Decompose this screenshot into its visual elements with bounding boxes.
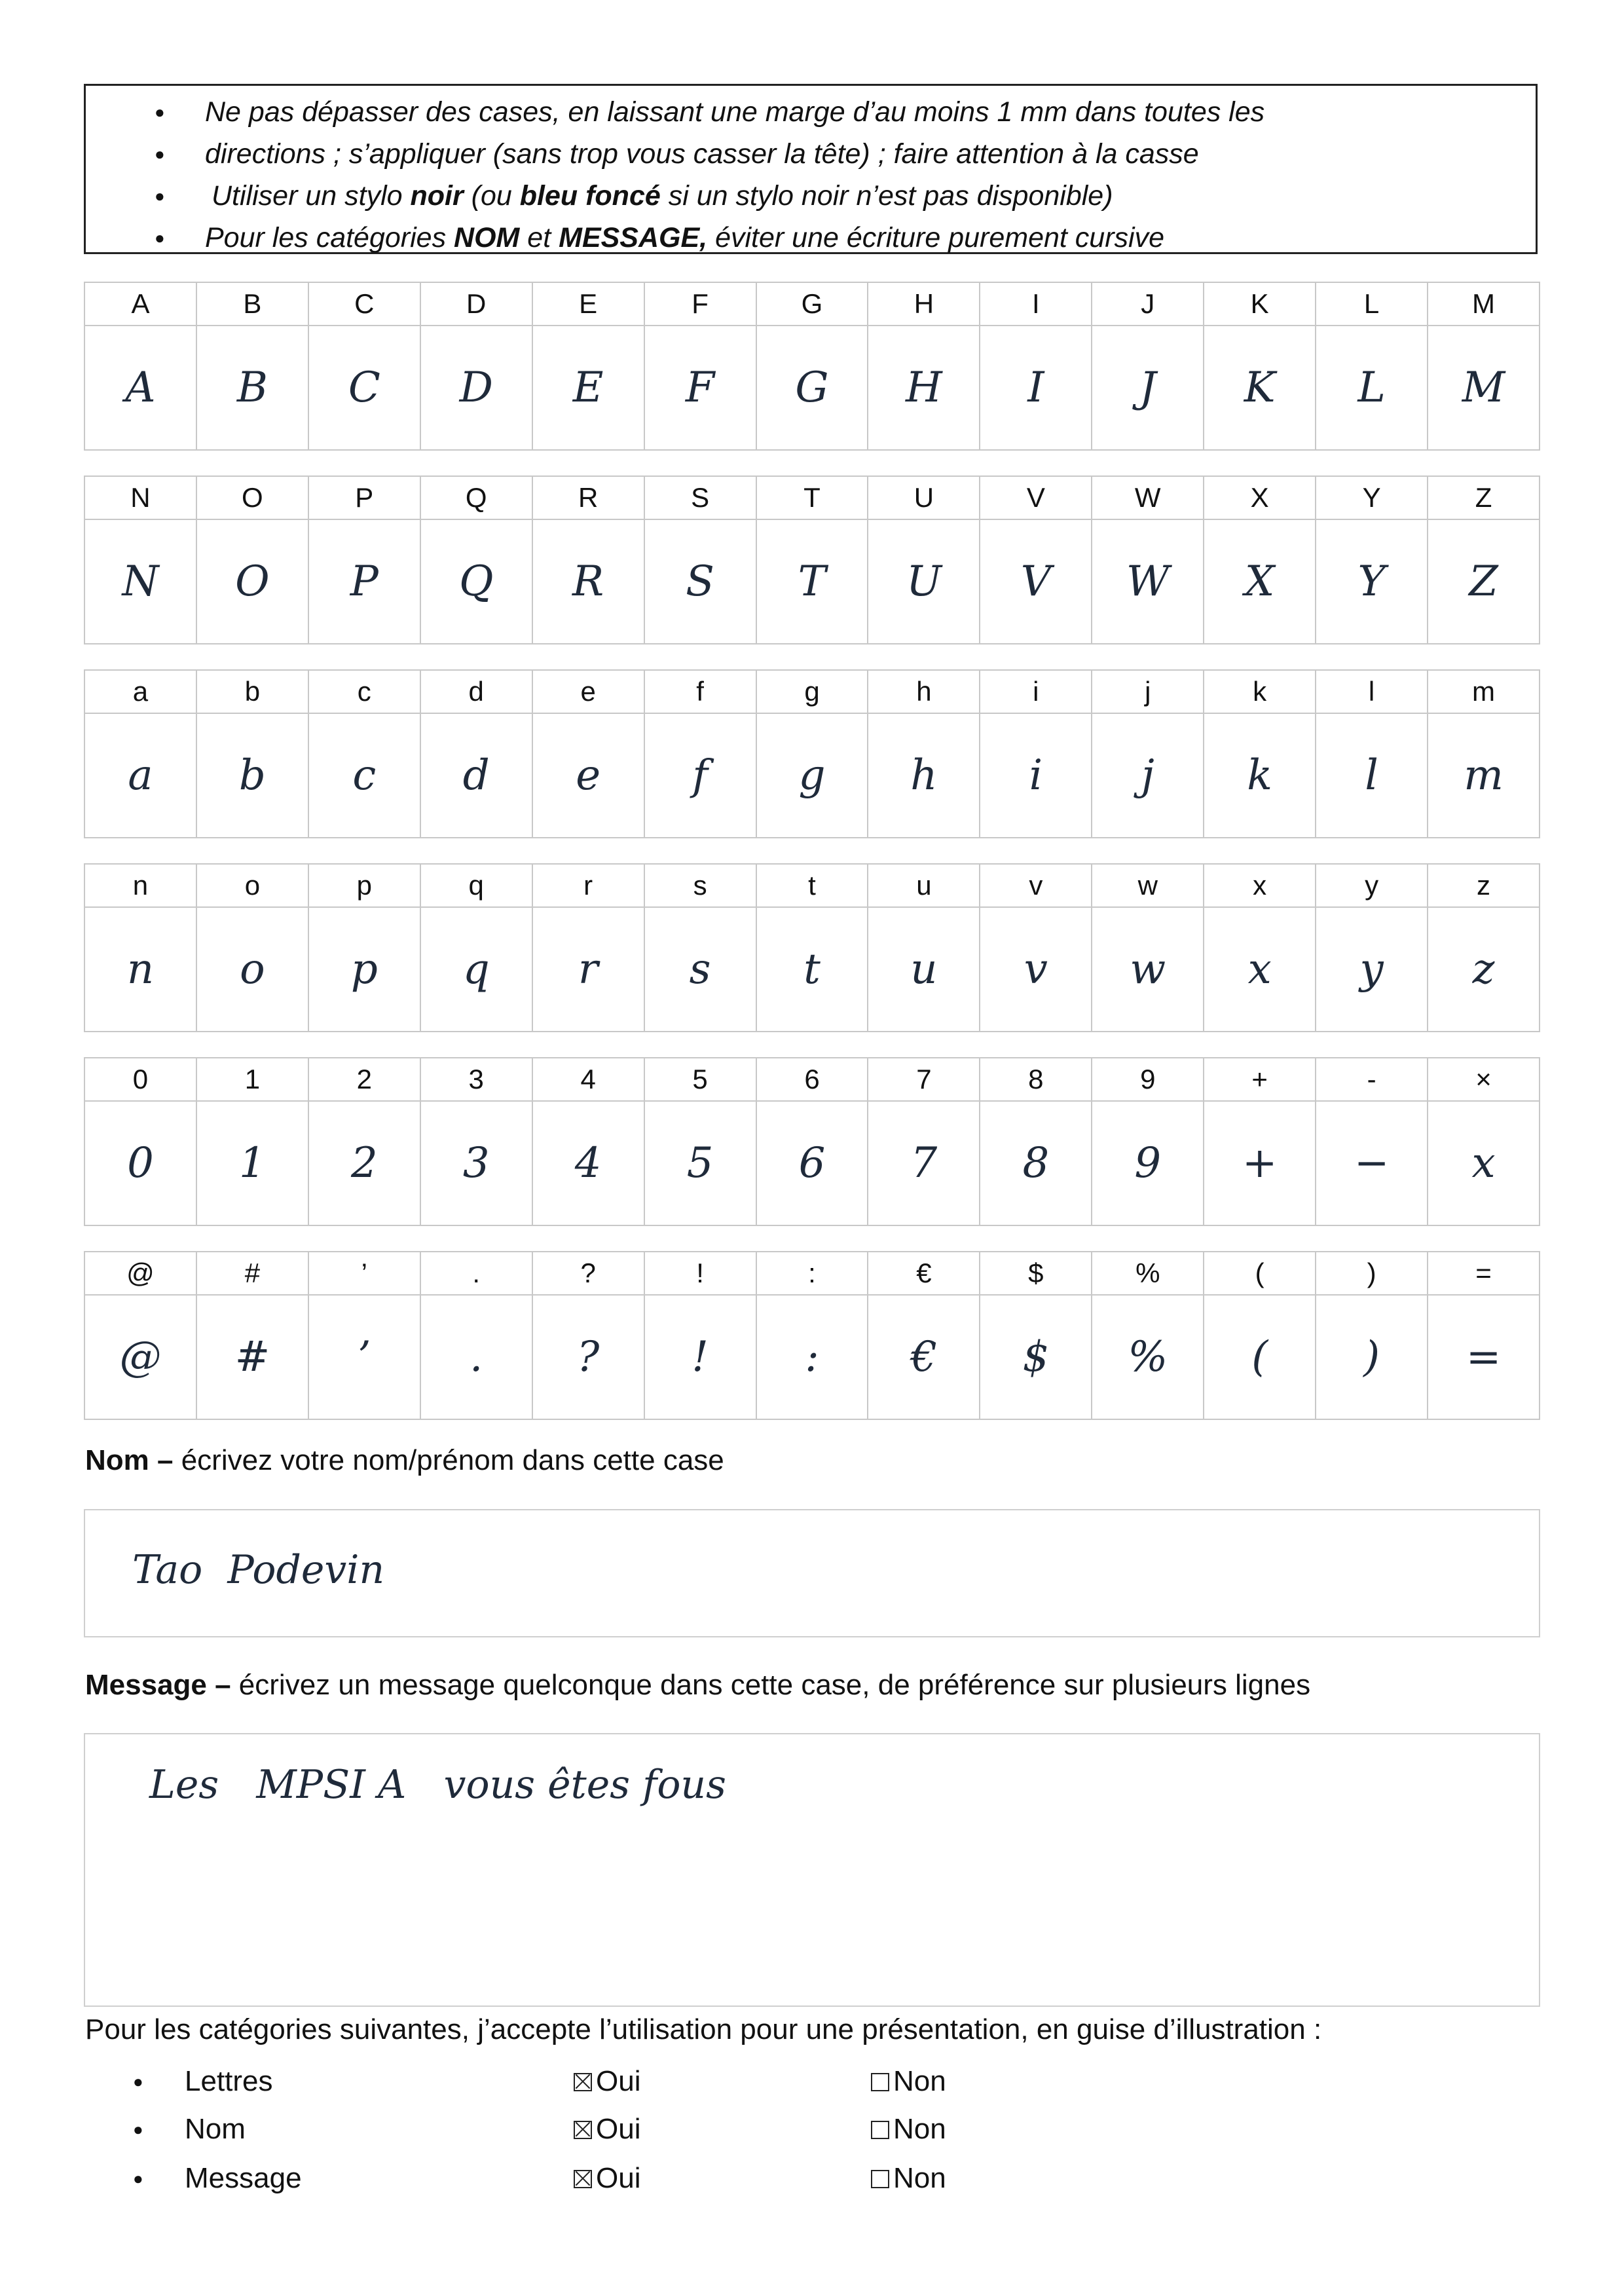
- grid-label: f: [644, 670, 756, 713]
- grid-label: .: [420, 1252, 532, 1295]
- grid-label: 4: [532, 1058, 644, 1101]
- handwritten-cell[interactable]: D: [420, 326, 532, 450]
- handwritten-cell[interactable]: A: [84, 326, 196, 450]
- grid-label: k: [1204, 670, 1316, 713]
- handwritten-cell[interactable]: d: [420, 713, 532, 838]
- grid-label: ?: [532, 1252, 644, 1295]
- checkbox-icon[interactable]: [871, 2073, 889, 2091]
- grid-label: R: [532, 476, 644, 519]
- instructions-box: [84, 84, 1538, 254]
- grid-label: s: [644, 864, 756, 907]
- handwritten-cell[interactable]: 3: [420, 1101, 532, 1225]
- grid-label: :: [756, 1252, 868, 1295]
- grid-label: Z: [1428, 476, 1540, 519]
- grid-label: N: [84, 476, 196, 519]
- char-grid-lowercase-a-m: [84, 669, 1540, 838]
- grid-label: P: [308, 476, 420, 519]
- handwritten-cell[interactable]: g: [756, 713, 868, 838]
- handwritten-cell[interactable]: L: [1316, 326, 1428, 450]
- consent-title: Pour les catégories suivantes, j’accepte l’utilisation pour une présentation, en guise d’illustration :: [85, 2013, 1322, 2045]
- checked-box-icon[interactable]: [574, 2170, 592, 2188]
- handwritten-cell[interactable]: Q: [420, 519, 532, 644]
- grid-label: G: [756, 282, 868, 326]
- grid-label: E: [532, 282, 644, 326]
- grid-label: =: [1428, 1252, 1540, 1295]
- grid-label: -: [1316, 1058, 1428, 1101]
- consent-category: Nom: [185, 2113, 246, 2145]
- handwritten-cell[interactable]: p: [308, 907, 420, 1032]
- bullet-icon: ●: [133, 2072, 143, 2091]
- handwritten-cell[interactable]: 0: [84, 1101, 196, 1225]
- handwritten-cell[interactable]: T: [756, 519, 868, 644]
- handwritten-cell[interactable]: l: [1316, 713, 1428, 838]
- handwritten-cell[interactable]: q: [420, 907, 532, 1032]
- consent-no-option[interactable]: Non: [871, 2110, 946, 2149]
- handwritten-cell[interactable]: ?: [532, 1295, 644, 1419]
- grid-label: 5: [644, 1058, 756, 1101]
- handwritten-cell[interactable]: w: [1092, 907, 1204, 1032]
- handwritten-cell[interactable]: x: [1204, 907, 1316, 1032]
- handwritten-cell[interactable]: H: [868, 326, 980, 450]
- grid-label: V: [980, 476, 1092, 519]
- consent-no-option[interactable]: Non: [871, 2159, 946, 2198]
- char-grid-lowercase-n-z: [84, 863, 1540, 1032]
- grid-label: i: [980, 670, 1092, 713]
- grid-label: F: [644, 282, 756, 326]
- grid-label: H: [868, 282, 980, 326]
- nom-label: Nom – écrivez votre nom/prénom dans cette case: [85, 1444, 724, 1476]
- grid-label: r: [532, 864, 644, 907]
- consent-row-message: [0, 2159, 1048, 2198]
- grid-label: @: [84, 1252, 196, 1295]
- handwritten-cell[interactable]: G: [756, 326, 868, 450]
- handwritten-cell[interactable]: v: [980, 907, 1092, 1032]
- grid-label: B: [196, 282, 308, 326]
- handwritten-cell[interactable]: r: [532, 907, 644, 1032]
- grid-label: 7: [868, 1058, 980, 1101]
- handwritten-cell[interactable]: n: [84, 907, 196, 1032]
- handwritten-cell[interactable]: x: [1428, 1101, 1540, 1225]
- grid-label: %: [1092, 1252, 1204, 1295]
- grid-label: #: [196, 1252, 308, 1295]
- handwritten-cell[interactable]: (: [1204, 1295, 1316, 1419]
- grid-label: !: [644, 1252, 756, 1295]
- handwritten-cell[interactable]: I: [980, 326, 1092, 450]
- grid-label: Y: [1316, 476, 1428, 519]
- handwritten-cell[interactable]: s: [644, 907, 756, 1032]
- consent-yes-option[interactable]: Oui: [574, 2062, 640, 2101]
- checkbox-icon[interactable]: [871, 2121, 889, 2139]
- grid-label: S: [644, 476, 756, 519]
- grid-label: v: [980, 864, 1092, 907]
- grid-label: x: [1204, 864, 1316, 907]
- handwritten-cell[interactable]: E: [532, 326, 644, 450]
- handwritten-cell[interactable]: @: [84, 1295, 196, 1419]
- grid-label: o: [196, 864, 308, 907]
- grid-label: 0: [84, 1058, 196, 1101]
- consent-category: Message: [185, 2162, 302, 2194]
- handwritten-cell[interactable]: 9: [1092, 1101, 1204, 1225]
- handwritten-cell[interactable]: f: [644, 713, 756, 838]
- grid-label: +: [1204, 1058, 1316, 1101]
- instruction-item: ● Pour les catégories NOM et MESSAGE, éviter une écriture purement cursive: [86, 217, 1536, 259]
- handwritten-cell[interactable]: O: [196, 519, 308, 644]
- grid-label: t: [756, 864, 868, 907]
- handwritten-cell[interactable]: %: [1092, 1295, 1204, 1419]
- grid-label: Q: [420, 476, 532, 519]
- handwritten-cell[interactable]: W: [1092, 519, 1204, 644]
- nom-value: Tao Podevin: [132, 1547, 385, 1593]
- handwritten-cell[interactable]: J: [1092, 326, 1204, 450]
- grid-label: €: [868, 1252, 980, 1295]
- consent-row-lettres: [0, 2062, 1048, 2101]
- grid-label: D: [420, 282, 532, 326]
- grid-label: p: [308, 864, 420, 907]
- handwritten-cell[interactable]: o: [196, 907, 308, 1032]
- checked-box-icon[interactable]: [574, 2121, 592, 2139]
- handwritten-cell[interactable]: B: [196, 326, 308, 450]
- handwritten-cell[interactable]: z: [1428, 907, 1540, 1032]
- handwritten-cell[interactable]: U: [868, 519, 980, 644]
- handwritten-cell[interactable]: M: [1428, 326, 1540, 450]
- grid-label: 8: [980, 1058, 1092, 1101]
- grid-label: C: [308, 282, 420, 326]
- grid-label: z: [1428, 864, 1540, 907]
- grid-label: e: [532, 670, 644, 713]
- handwritten-cell[interactable]: X: [1204, 519, 1316, 644]
- consent-yes-option[interactable]: Oui: [574, 2110, 640, 2149]
- handwritten-cell[interactable]: $: [980, 1295, 1092, 1419]
- handwritten-cell[interactable]: e: [532, 713, 644, 838]
- handwritten-cell[interactable]: F: [644, 326, 756, 450]
- handwritten-cell[interactable]: !: [644, 1295, 756, 1419]
- handwritten-cell[interactable]: 2: [308, 1101, 420, 1225]
- message-value: Les MPSI A vous êtes fous: [149, 1762, 726, 1808]
- handwritten-cell[interactable]: a: [84, 713, 196, 838]
- bullet-icon: ●: [133, 2169, 143, 2188]
- char-grid-uppercase-a-m: [84, 282, 1540, 451]
- handwritten-cell[interactable]: m: [1428, 713, 1540, 838]
- grid-label: j: [1092, 670, 1204, 713]
- nom-box[interactable]: [84, 1509, 1540, 1637]
- grid-label: 6: [756, 1058, 868, 1101]
- instruction-item-continuation: ● directions ; s’appliquer (sans trop vous casser la tête) ; faire attention à la casse: [86, 133, 1536, 175]
- handwritten-cell[interactable]: .: [420, 1295, 532, 1419]
- instruction-item: ● Utiliser un stylo noir (ou bleu foncé si un stylo noir n’est pas disponible): [86, 175, 1536, 217]
- grid-label: ×: [1428, 1058, 1540, 1101]
- handwritten-cell[interactable]: 7: [868, 1101, 980, 1225]
- handwritten-cell[interactable]: 5: [644, 1101, 756, 1225]
- grid-label: g: [756, 670, 868, 713]
- bullet-icon: ●: [133, 2119, 143, 2139]
- grid-label: J: [1092, 282, 1204, 326]
- grid-label: h: [868, 670, 980, 713]
- grid-label: ’: [308, 1252, 420, 1295]
- consent-category: Lettres: [185, 2065, 273, 2097]
- grid-label: 9: [1092, 1058, 1204, 1101]
- handwritten-cell[interactable]: +: [1204, 1101, 1316, 1225]
- handwritten-cell[interactable]: 8: [980, 1101, 1092, 1225]
- grid-label: I: [980, 282, 1092, 326]
- handwritten-cell[interactable]: R: [532, 519, 644, 644]
- grid-label: c: [308, 670, 420, 713]
- grid-label: U: [868, 476, 980, 519]
- grid-label: 3: [420, 1058, 532, 1101]
- grid-label: W: [1092, 476, 1204, 519]
- handwritten-cell[interactable]: u: [868, 907, 980, 1032]
- grid-label: (: [1204, 1252, 1316, 1295]
- grid-label: u: [868, 864, 980, 907]
- handwritten-cell[interactable]: K: [1204, 326, 1316, 450]
- handwritten-cell[interactable]: N: [84, 519, 196, 644]
- handwritten-cell[interactable]: j: [1092, 713, 1204, 838]
- handwritten-cell[interactable]: ’: [308, 1295, 420, 1419]
- grid-label: w: [1092, 864, 1204, 907]
- consent-yes-option[interactable]: Oui: [574, 2159, 640, 2198]
- handwritten-cell[interactable]: c: [308, 713, 420, 838]
- handwritten-cell[interactable]: :: [756, 1295, 868, 1419]
- handwritten-cell[interactable]: Y: [1316, 519, 1428, 644]
- checked-box-icon[interactable]: [574, 2073, 592, 2091]
- consent-no-option[interactable]: Non: [871, 2062, 946, 2101]
- grid-label: O: [196, 476, 308, 519]
- handwritten-cell[interactable]: V: [980, 519, 1092, 644]
- handwritten-cell[interactable]: 6: [756, 1101, 868, 1225]
- instruction-item: ● Ne pas dépasser des cases, en laissant une marge d’au moins 1 mm dans toutes les: [86, 91, 1536, 133]
- handwritten-cell[interactable]: ): [1316, 1295, 1428, 1419]
- handwritten-cell[interactable]: Z: [1428, 519, 1540, 644]
- handwritten-cell[interactable]: =: [1428, 1295, 1540, 1419]
- grid-label: ): [1316, 1252, 1428, 1295]
- handwritten-cell[interactable]: b: [196, 713, 308, 838]
- grid-label: $: [980, 1252, 1092, 1295]
- handwritten-cell[interactable]: #: [196, 1295, 308, 1419]
- grid-label: K: [1204, 282, 1316, 326]
- grid-label: a: [84, 670, 196, 713]
- grid-label: b: [196, 670, 308, 713]
- char-grid-symbols: [84, 1251, 1540, 1420]
- grid-label: 1: [196, 1058, 308, 1101]
- handwritten-cell[interactable]: P: [308, 519, 420, 644]
- message-label: Message – écrivez un message quelconque dans cette case, de préférence sur plusieurs lignes: [85, 1669, 1311, 1701]
- grid-label: l: [1316, 670, 1428, 713]
- handwritten-cell[interactable]: y: [1316, 907, 1428, 1032]
- checkbox-icon[interactable]: [871, 2170, 889, 2188]
- handwritten-cell[interactable]: C: [308, 326, 420, 450]
- handwritten-cell[interactable]: k: [1204, 713, 1316, 838]
- handwritten-cell[interactable]: S: [644, 519, 756, 644]
- consent-row-nom: [0, 2110, 1048, 2149]
- handwritten-cell[interactable]: t: [756, 907, 868, 1032]
- grid-label: y: [1316, 864, 1428, 907]
- grid-label: m: [1428, 670, 1540, 713]
- grid-label: T: [756, 476, 868, 519]
- grid-label: L: [1316, 282, 1428, 326]
- handwritten-cell[interactable]: −: [1316, 1101, 1428, 1225]
- handwritten-cell[interactable]: i: [980, 713, 1092, 838]
- handwritten-cell[interactable]: 4: [532, 1101, 644, 1225]
- grid-label: A: [84, 282, 196, 326]
- grid-label: X: [1204, 476, 1316, 519]
- grid-label: q: [420, 864, 532, 907]
- handwritten-cell[interactable]: 1: [196, 1101, 308, 1225]
- char-grid-uppercase-n-z: [84, 476, 1540, 644]
- grid-label: 2: [308, 1058, 420, 1101]
- handwritten-cell[interactable]: h: [868, 713, 980, 838]
- grid-label: d: [420, 670, 532, 713]
- message-box[interactable]: [84, 1733, 1540, 2007]
- grid-label: n: [84, 864, 196, 907]
- char-grid-digits-operators: [84, 1057, 1540, 1226]
- grid-label: M: [1428, 282, 1540, 326]
- handwritten-cell[interactable]: €: [868, 1295, 980, 1419]
